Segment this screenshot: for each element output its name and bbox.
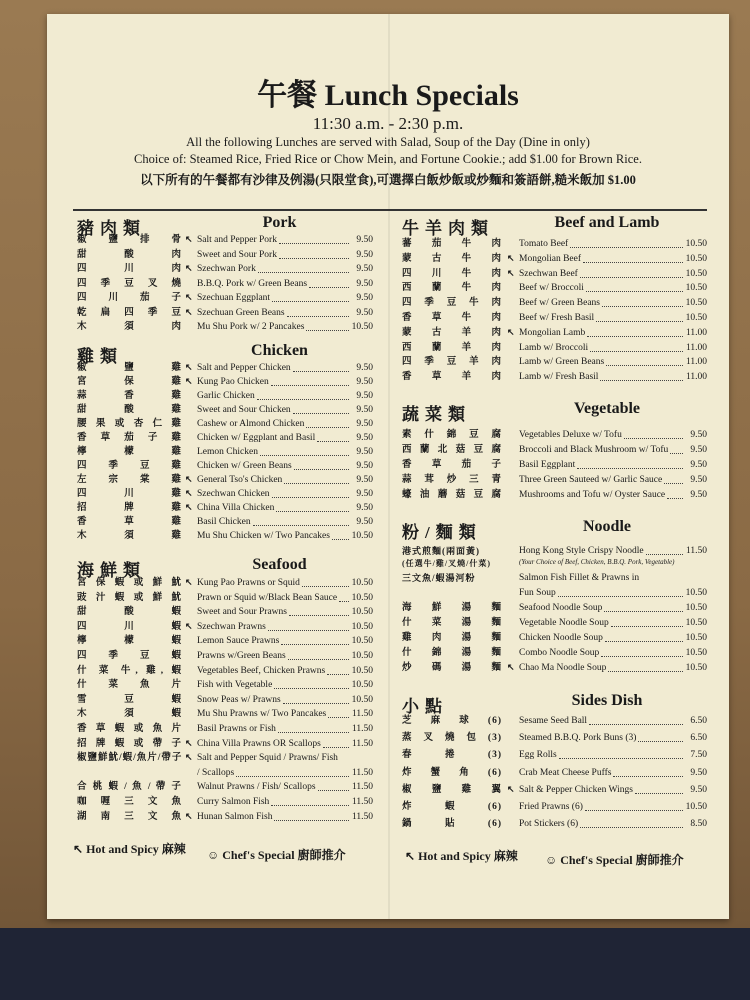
seafood-item-cn: 什 菜 魚 片 bbox=[77, 680, 182, 691]
noodle-item-cn: 什 錦 湯 麵 bbox=[402, 648, 502, 658]
beef-item-cn: 香 草 羊 肉 bbox=[402, 372, 502, 383]
dot-leader bbox=[585, 802, 683, 811]
menu-sheet bbox=[47, 14, 729, 919]
beef-title-cn: 牛羊肉類 bbox=[402, 219, 494, 238]
beef-item-name: Beef w/ Green Beans bbox=[519, 298, 600, 309]
chicken-item-name: Lemon Chicken bbox=[197, 447, 258, 457]
chicken-item-cn: 宮 保 雞 bbox=[77, 377, 182, 387]
seafood-item-cn: 椒鹽鮮魷/蝦/魚片/帶子 bbox=[77, 753, 183, 764]
dot-leader bbox=[600, 372, 683, 381]
noodle-note: (Your Choice of Beef, Chicken, B.B.Q. Pork, Vegetable) bbox=[519, 558, 675, 566]
pork-item-cn: 乾 扁 四 季 豆 bbox=[77, 307, 182, 318]
vegetable-title: Vegetable bbox=[573, 400, 641, 417]
vegetable-item-name: Basil Eggplant bbox=[519, 460, 576, 470]
chicken-item-name: Mu Shu Chicken w/ Two Pancakes bbox=[197, 531, 330, 541]
seafood-item-name: Walnut Prawns / Fish/ Scallops bbox=[197, 782, 316, 793]
chicken-item-price: 9.50 bbox=[356, 489, 373, 499]
dot-leader bbox=[583, 254, 683, 263]
dot-leader bbox=[590, 343, 683, 352]
chili-icon: ↖ bbox=[185, 292, 193, 302]
sides-item-price: 9.50 bbox=[690, 784, 707, 795]
beef-item-cn: 蕃 茄 牛 肉 bbox=[402, 239, 502, 249]
noodle-item-name: Chao Ma Noodle Soup bbox=[519, 663, 607, 673]
seafood-item-cn: 四 川 蝦 bbox=[77, 621, 182, 632]
seafood-item-price: 10.50 bbox=[351, 578, 373, 588]
dot-leader bbox=[257, 391, 349, 400]
beef-item-cn: 四 季 豆 牛 肉 bbox=[402, 298, 502, 309]
noodle-item-price: 10.50 bbox=[685, 663, 707, 673]
chicken-item-name: Salt and Pepper Chicken bbox=[197, 363, 291, 373]
vegetable-item-name: Three Green Sauteed w/ Garlic Sauce bbox=[519, 475, 663, 485]
chili-icon: ↖ bbox=[507, 252, 515, 263]
beef-item-name: Tomato Beef bbox=[519, 239, 569, 249]
seafood-item-cn: 四 季 豆 蝦 bbox=[77, 651, 182, 661]
vegetable-item-price: 9.50 bbox=[690, 445, 707, 455]
pork-item-name: Szechuan Eggplant bbox=[197, 293, 271, 303]
vegetable-item-cn: 香 草 茄 子 bbox=[402, 460, 502, 470]
beef-item-price: 11.00 bbox=[685, 372, 707, 383]
vegetable-item-cn: 西 蘭 北 菇 豆 腐 bbox=[402, 445, 502, 455]
seafood-item-price: 10.50 bbox=[351, 592, 373, 603]
seafood-item-price: 11.50 bbox=[351, 724, 373, 734]
sides-item-price: 8.50 bbox=[690, 819, 707, 830]
chicken-item-price: 9.50 bbox=[356, 475, 373, 485]
dot-leader bbox=[271, 377, 349, 386]
chili-icon: ↖ bbox=[507, 662, 515, 672]
seafood-item-cn: 合 桃 蝦 / 魚 / 帶 子 bbox=[77, 782, 182, 793]
dot-leader bbox=[580, 819, 683, 828]
dot-leader bbox=[268, 622, 349, 631]
noodle-sub-cn-2: (任選牛/雞/叉燒/什菜) bbox=[402, 559, 491, 568]
beef-item-price: 10.50 bbox=[685, 268, 707, 279]
pork-item-name: Szechwan Pork bbox=[197, 264, 256, 274]
noodle-item-name: Seafood Noodle Soup bbox=[519, 603, 603, 613]
seafood-item-cn: 咖 喱 三 文 魚 bbox=[77, 797, 182, 807]
noodle-item-name: Vegetable Noodle Soup bbox=[519, 618, 609, 628]
seafood-title-cn: 海鮮類 bbox=[77, 561, 146, 580]
sides-item-cn: 蒸 叉 燒 包 (3) bbox=[402, 733, 502, 744]
chili-icon: ↖ bbox=[185, 474, 193, 484]
beef-item-name: Beef w/ Fresh Basil bbox=[519, 313, 595, 323]
beef-item-name: Mongolian Beef bbox=[519, 253, 582, 264]
noodle-item-cn: 海 鮮 湯 麵 bbox=[402, 603, 502, 613]
noodle-title: Noodle bbox=[583, 518, 631, 535]
chili-icon: ↖ bbox=[507, 326, 515, 337]
noodle-item-name: Chicken Noodle Soup bbox=[519, 633, 603, 643]
noodle-item-name: Salmon Fish Fillet & Prawns in bbox=[519, 573, 640, 583]
legend-chef-label: Chef's Special 廚師推介 bbox=[222, 848, 346, 862]
chicken-item-price: 9.50 bbox=[356, 447, 373, 457]
chili-icon: ↖ bbox=[507, 783, 515, 794]
legend-hot-spicy bbox=[73, 840, 186, 857]
pork-item-name: B.B.Q. Pork w/ Green Beans bbox=[197, 278, 308, 289]
chili-icon: ↖ bbox=[405, 849, 419, 863]
seafood-title: Seafood bbox=[252, 556, 307, 573]
dot-leader bbox=[559, 750, 683, 759]
vegetable-item-price: 9.50 bbox=[690, 475, 707, 485]
sides-item-price: 10.50 bbox=[685, 802, 707, 812]
pork-item-price: 9.50 bbox=[356, 307, 373, 318]
chicken-item-name: Garlic Chicken bbox=[197, 391, 255, 401]
beef-item-cn: 蒙 古 牛 肉 bbox=[402, 253, 502, 264]
chili-icon: ↖ bbox=[507, 267, 515, 278]
chicken-item-price: 9.50 bbox=[356, 517, 373, 527]
pork-item-price: 9.50 bbox=[356, 264, 373, 274]
seafood-item-cn: 檸 檬 蝦 bbox=[77, 636, 182, 647]
chicken-item-cn: 左 宗 棠 雞 bbox=[77, 475, 182, 485]
seafood-item-price: 10.50 bbox=[351, 607, 373, 618]
seafood-item-name: Sweet and Sour Prawns bbox=[197, 607, 287, 618]
chili-icon: ↖ bbox=[185, 810, 193, 821]
chicken-item-price: 10.50 bbox=[351, 531, 373, 541]
sides-item-name: Fried Prawns (6) bbox=[519, 802, 583, 812]
noodle-item-price: 11.50 bbox=[685, 546, 707, 556]
sides-title: Sides Dish bbox=[571, 692, 643, 709]
beef-item-price: 10.50 bbox=[685, 283, 707, 294]
beef-item-name: Mongolian Lamb bbox=[519, 327, 586, 338]
seafood-item-name: Vegetables Beef, Chicken Prawns bbox=[197, 665, 326, 676]
chicken-item-cn: 蒜 香 雞 bbox=[77, 391, 182, 401]
seafood-item-name: / Scallops bbox=[197, 767, 235, 778]
chili-icon: ↖ bbox=[185, 502, 193, 512]
dot-leader bbox=[608, 663, 683, 672]
chicken-item-cn: 甜 酸 雞 bbox=[77, 405, 182, 415]
header-divider bbox=[73, 209, 707, 211]
seafood-item-name: Lemon Sauce Prawns bbox=[197, 636, 280, 647]
sides-title-cn: 小點 bbox=[402, 697, 448, 716]
dot-leader bbox=[596, 313, 683, 322]
seafood-item-name: Snow Peas w/ Prawns bbox=[197, 694, 281, 705]
dot-leader bbox=[589, 716, 683, 725]
dot-leader bbox=[274, 680, 349, 689]
vegetable-item-cn: 蒜 茸 炒 三 青 bbox=[402, 475, 502, 485]
beef-item-name: Lamb w/ Fresh Basil bbox=[519, 372, 599, 383]
seafood-item-cn: 豉 汁 蝦 或 鮮 魷 bbox=[77, 592, 182, 603]
seafood-item-cn: 雪 豆 蝦 bbox=[77, 694, 182, 705]
beef-item-price: 11.00 bbox=[685, 342, 707, 353]
seafood-item-name: Prawn or Squid w/Black Bean Sauce bbox=[197, 592, 338, 603]
pork-title: Pork bbox=[262, 214, 297, 231]
seafood-item-price: 10.50 bbox=[351, 680, 373, 691]
vegetable-title-cn: 蔬菜類 bbox=[402, 405, 471, 424]
chili-icon: ↖ bbox=[185, 263, 193, 273]
dot-leader bbox=[271, 797, 349, 806]
noodle-sub-cn-3: 三文魚/蝦湯河粉 bbox=[402, 573, 476, 583]
pork-item-price: 9.50 bbox=[356, 235, 373, 245]
noodle-item-price: 10.50 bbox=[685, 648, 707, 658]
seafood-item-name: Fish with Vegetable bbox=[197, 680, 273, 691]
menu-intro-line-1: All the following Lunches are served with Salad, Soup of the Day (Dine in only) bbox=[186, 135, 590, 149]
sides-item-price: 6.50 bbox=[690, 716, 707, 726]
chicken-item-price: 9.50 bbox=[356, 377, 373, 387]
chicken-item-price: 9.50 bbox=[356, 503, 373, 513]
vegetable-item-cn: 素 什 錦 豆 腐 bbox=[402, 430, 502, 440]
chili-icon: ↖ bbox=[185, 234, 193, 244]
vegetable-item-price: 9.50 bbox=[690, 490, 707, 500]
chili-icon: ↖ bbox=[185, 306, 193, 317]
sides-item-cn: 芝 麻 球 (6) bbox=[402, 716, 502, 726]
chicken-item-cn: 四 季 豆 雞 bbox=[77, 461, 182, 471]
dot-leader bbox=[587, 328, 683, 337]
chili-icon: ↖ bbox=[185, 362, 193, 372]
pork-item-cn: 甜 酸 肉 bbox=[77, 249, 182, 260]
seafood-item-name: Basil Prawns or Fish bbox=[197, 724, 276, 734]
beef-item-cn: 西 蘭 羊 肉 bbox=[402, 342, 502, 353]
pork-item-price: 9.50 bbox=[356, 278, 373, 289]
sides-item-price: 7.50 bbox=[690, 750, 707, 761]
sides-item-price: 9.50 bbox=[690, 767, 707, 778]
seafood-item-name: Salt and Pepper Squid / Prawns/ Fish bbox=[197, 753, 338, 764]
noodle-sub-cn-1: 港式煎麵(兩面黃) bbox=[402, 546, 480, 556]
chicken-item-cn: 木 須 雞 bbox=[77, 531, 182, 541]
seafood-item-price: 10.50 bbox=[351, 665, 373, 676]
chili-icon: ↖ bbox=[73, 842, 87, 856]
sides-item-price: 6.50 bbox=[690, 733, 707, 744]
legend-chef-special-right bbox=[545, 851, 684, 868]
sides-item-name: Egg Rolls bbox=[519, 750, 557, 761]
noodle-item-name: Hong Kong Style Crispy Noodle bbox=[519, 546, 644, 556]
dot-leader bbox=[260, 447, 349, 456]
beef-item-price: 10.50 bbox=[685, 298, 707, 309]
dot-leader bbox=[274, 812, 349, 821]
legend-hot-spicy-right bbox=[405, 847, 518, 864]
dot-leader bbox=[586, 283, 683, 292]
seafood-item-cn: 甜 酸 蝦 bbox=[77, 607, 182, 618]
sides-item-cn: 鍋 貼 (6) bbox=[402, 819, 502, 830]
chili-icon: ↖ bbox=[185, 577, 193, 587]
menu-title: 午餐 Lunch Specials bbox=[257, 79, 519, 112]
chicken-item-price: 9.50 bbox=[356, 433, 373, 443]
noodle-item-name: Combo Noodle Soup bbox=[519, 648, 600, 658]
chicken-item-cn: 四 川 雞 bbox=[77, 489, 182, 499]
seafood-item-cn: 宮 保 蝦 或 鮮 魷 bbox=[77, 578, 182, 588]
dot-leader bbox=[272, 489, 349, 498]
pork-title-cn: 豬肉類 bbox=[77, 219, 146, 238]
dot-leader bbox=[605, 633, 683, 642]
chicken-item-cn: 香 草 茄 子 雞 bbox=[77, 433, 182, 443]
sides-item-name: Crab Meat Cheese Puffs bbox=[519, 767, 612, 778]
beef-item-cn: 四 川 牛 肉 bbox=[402, 268, 502, 279]
noodle-item-cn: 雞 肉 湯 麵 bbox=[402, 633, 502, 643]
chicken-item-name: Kung Pao Chicken bbox=[197, 377, 269, 387]
pork-item-cn: 四 川 茄 子 bbox=[77, 293, 182, 303]
pork-item-price: 10.50 bbox=[351, 322, 373, 332]
beef-item-price: 11.00 bbox=[685, 357, 707, 368]
chicken-item-name: Szechwan Chicken bbox=[197, 489, 270, 499]
legend-hot-label-right: Hot and Spicy 麻辣 bbox=[418, 849, 518, 863]
pork-item-price: 9.50 bbox=[356, 293, 373, 303]
beef-item-price: 11.00 bbox=[685, 327, 707, 338]
chili-icon: ↖ bbox=[185, 620, 193, 631]
menu-intro-line-2: Choice of: Steamed Rice, Fried Rice or Chow Mein, and Fortune Cookie.; add $1.00 for Brown Rice. bbox=[134, 152, 642, 166]
chicken-item-name: Chicken w/ Green Beans bbox=[197, 461, 292, 471]
noodle-item-price: 10.50 bbox=[685, 603, 707, 613]
table-cloth bbox=[0, 928, 750, 1000]
noodle-item-cn: 什 菜 湯 麵 bbox=[402, 618, 502, 628]
pork-item-name: Mu Shu Pork w/ 2 Pancakes bbox=[197, 322, 305, 332]
beef-item-name: Beef w/ Broccoli bbox=[519, 283, 584, 294]
chicken-item-price: 9.50 bbox=[356, 363, 373, 373]
chicken-item-price: 9.50 bbox=[356, 391, 373, 401]
chicken-title-cn: 雞類 bbox=[77, 347, 123, 366]
seafood-item-price: 11.50 bbox=[351, 811, 373, 822]
beef-item-cn: 四 季 豆 羊 肉 bbox=[402, 357, 502, 368]
dot-leader bbox=[580, 269, 683, 278]
beef-item-name: Szechwan Beef bbox=[519, 268, 578, 279]
seafood-item-price: 11.50 bbox=[351, 782, 373, 793]
pork-item-name: Szechuan Green Beans bbox=[197, 307, 285, 318]
vegetable-item-cn: 蠔 油 蘑 菇 豆 腐 bbox=[402, 490, 502, 500]
beef-title: Beef and Lamb bbox=[554, 214, 660, 231]
beef-item-name: Lamb w/ Green Beans bbox=[519, 357, 605, 368]
chicken-item-cn: 腰 果 或 杏 仁 雞 bbox=[77, 419, 182, 429]
legend-hot-label: Hot and Spicy 麻辣 bbox=[86, 842, 186, 856]
noodle-item-name: Fun Soup bbox=[519, 588, 556, 598]
vegetable-item-name: Vegetables Deluxe w/ Tofu bbox=[519, 430, 622, 440]
legend-chef-label-right: Chef's Special 廚師推介 bbox=[560, 853, 684, 867]
pork-item-name: Sweet and Sour Pork bbox=[197, 249, 277, 260]
dot-leader bbox=[606, 357, 683, 366]
legend-chef-special bbox=[207, 846, 346, 863]
vegetable-item-price: 9.50 bbox=[690, 430, 707, 440]
sides-item-name: Salt & Pepper Chicken Wings bbox=[519, 784, 633, 795]
seafood-item-price: 10.50 bbox=[351, 621, 373, 632]
pork-item-cn: 四 川 肉 bbox=[77, 264, 182, 274]
noodle-item-price: 10.50 bbox=[685, 618, 707, 628]
chicken-item-price: 9.50 bbox=[356, 461, 373, 471]
dot-leader bbox=[601, 648, 683, 657]
pork-item-price: 9.50 bbox=[356, 249, 373, 260]
seafood-item-cn: 湖 南 三 文 魚 bbox=[77, 811, 182, 822]
chicken-item-cn: 招 牌 雞 bbox=[77, 503, 182, 513]
seafood-item-cn: 香 草 蝦 或 魚 片 bbox=[77, 724, 182, 734]
seafood-item-name: Curry Salmon Fish bbox=[197, 797, 270, 807]
chicken-item-price: 9.50 bbox=[356, 405, 373, 415]
dot-leader bbox=[272, 293, 349, 302]
noodle-title-cn: 粉/麵類 bbox=[402, 523, 482, 542]
chicken-title: Chicken bbox=[251, 342, 308, 359]
seafood-item-price: 11.50 bbox=[351, 797, 373, 807]
sides-item-cn: 炸 蟹 角 (6) bbox=[402, 767, 502, 778]
sides-item-cn: 椒 鹽 雞 翼 bbox=[402, 784, 502, 795]
seafood-item-price: 10.50 bbox=[351, 694, 373, 705]
dot-leader bbox=[558, 588, 683, 597]
seafood-item-name: Hunan Salmon Fish bbox=[197, 811, 273, 822]
menu-intro-line-cn: 以下所有的午餐都有沙律及例湯(只限堂食),可選擇白飯炒飯或炒麵和簽語餅,糙米飯加 $1.00 bbox=[140, 173, 636, 187]
dot-leader bbox=[602, 298, 683, 307]
chili-icon: ↖ bbox=[185, 737, 193, 748]
seafood-item-price: 11.50 bbox=[351, 709, 373, 720]
seafood-item-price: 11.50 bbox=[351, 767, 373, 778]
sides-item-name: Sesame Seed Ball bbox=[519, 716, 588, 726]
noodle-item-cn: 炒 碼 湯 麵 bbox=[402, 663, 502, 673]
chef-hat-icon: ☺ bbox=[545, 853, 561, 867]
pork-item-cn: 木 須 肉 bbox=[77, 322, 182, 332]
menu-hours: 11:30 a.m. - 2:30 p.m. bbox=[312, 114, 464, 133]
seafood-item-name: Prawns w/Green Beans bbox=[197, 651, 286, 661]
beef-item-name: Lamb w/ Broccoli bbox=[519, 342, 589, 353]
beef-item-cn: 香 草 牛 肉 bbox=[402, 313, 502, 323]
dot-leader bbox=[604, 603, 683, 612]
seafood-item-price: 10.50 bbox=[351, 636, 373, 647]
seafood-item-cn: 招 牌 蝦 或 帶 子 bbox=[77, 738, 182, 749]
noodle-item-price: 10.50 bbox=[685, 633, 707, 643]
seafood-item-cn: 木 須 蝦 bbox=[77, 709, 182, 720]
beef-item-cn: 西 蘭 牛 肉 bbox=[402, 283, 502, 294]
sides-item-cn: 春 捲 (3) bbox=[402, 750, 502, 761]
chicken-item-name: Basil Chicken bbox=[197, 517, 251, 527]
chicken-item-name: China Villa Chicken bbox=[197, 503, 275, 513]
pork-item-cn: 四 季 豆 叉 燒 bbox=[77, 278, 182, 289]
vegetable-item-price: 9.50 bbox=[690, 460, 707, 470]
chicken-item-price: 9.50 bbox=[356, 419, 373, 429]
chicken-item-cn: 椒 鹽 雞 bbox=[77, 363, 182, 373]
dot-leader bbox=[577, 460, 683, 469]
dot-leader bbox=[253, 517, 349, 526]
dot-leader bbox=[258, 264, 349, 273]
chili-icon: ↖ bbox=[185, 488, 193, 498]
chili-icon: ↖ bbox=[185, 752, 193, 763]
sides-item-cn: 炸 蝦 (6) bbox=[402, 802, 502, 812]
chicken-item-name: General Tso's Chicken bbox=[197, 475, 283, 485]
chicken-item-name: Sweet and Sour Chicken bbox=[197, 405, 291, 415]
dot-leader bbox=[570, 239, 683, 248]
chili-icon: ↖ bbox=[185, 376, 193, 386]
seafood-item-price: 11.50 bbox=[351, 738, 373, 749]
seafood-item-name: Mu Shu Prawns w/ Two Pancakes bbox=[197, 709, 327, 720]
sides-item-name: Steamed B.B.Q. Pork Buns (3) bbox=[519, 733, 637, 744]
seafood-item-price: 10.50 bbox=[351, 651, 373, 661]
seafood-item-name: China Villa Prawns OR Scallops bbox=[197, 738, 321, 749]
chicken-item-cn: 檸 檬 雞 bbox=[77, 447, 182, 457]
vegetable-item-name: Broccoli and Black Mushroom w/ Tofu bbox=[519, 445, 669, 455]
beef-item-price: 10.50 bbox=[685, 253, 707, 264]
seafood-item-name: Kung Pao Prawns or Squid bbox=[197, 578, 300, 588]
chicken-item-name: Cashew or Almond Chicken bbox=[197, 419, 305, 429]
seafood-item-name: Szechwan Prawns bbox=[197, 621, 266, 632]
chicken-item-name: Chicken w/ Eggplant and Basil bbox=[197, 433, 316, 443]
vegetable-item-name: Mushrooms and Tofu w/ Oyster Sauce bbox=[519, 490, 666, 500]
pork-item-name: Salt and Pepper Pork bbox=[197, 235, 277, 245]
seafood-item-cn: 什 菜 牛, 雞, 蝦 bbox=[77, 665, 182, 676]
sides-item-name: Pot Stickers (6) bbox=[519, 819, 579, 830]
chicken-item-cn: 香 草 雞 bbox=[77, 517, 182, 527]
dot-leader bbox=[236, 768, 349, 777]
chef-hat-icon: ☺ bbox=[207, 848, 223, 862]
beef-item-cn: 蒙 古 羊 肉 bbox=[402, 327, 502, 338]
beef-item-price: 10.50 bbox=[685, 239, 707, 249]
noodle-item-price: 10.50 bbox=[685, 588, 707, 598]
pork-item-cn: 椒 鹽 排 骨 bbox=[77, 235, 182, 245]
beef-item-price: 10.50 bbox=[685, 313, 707, 323]
